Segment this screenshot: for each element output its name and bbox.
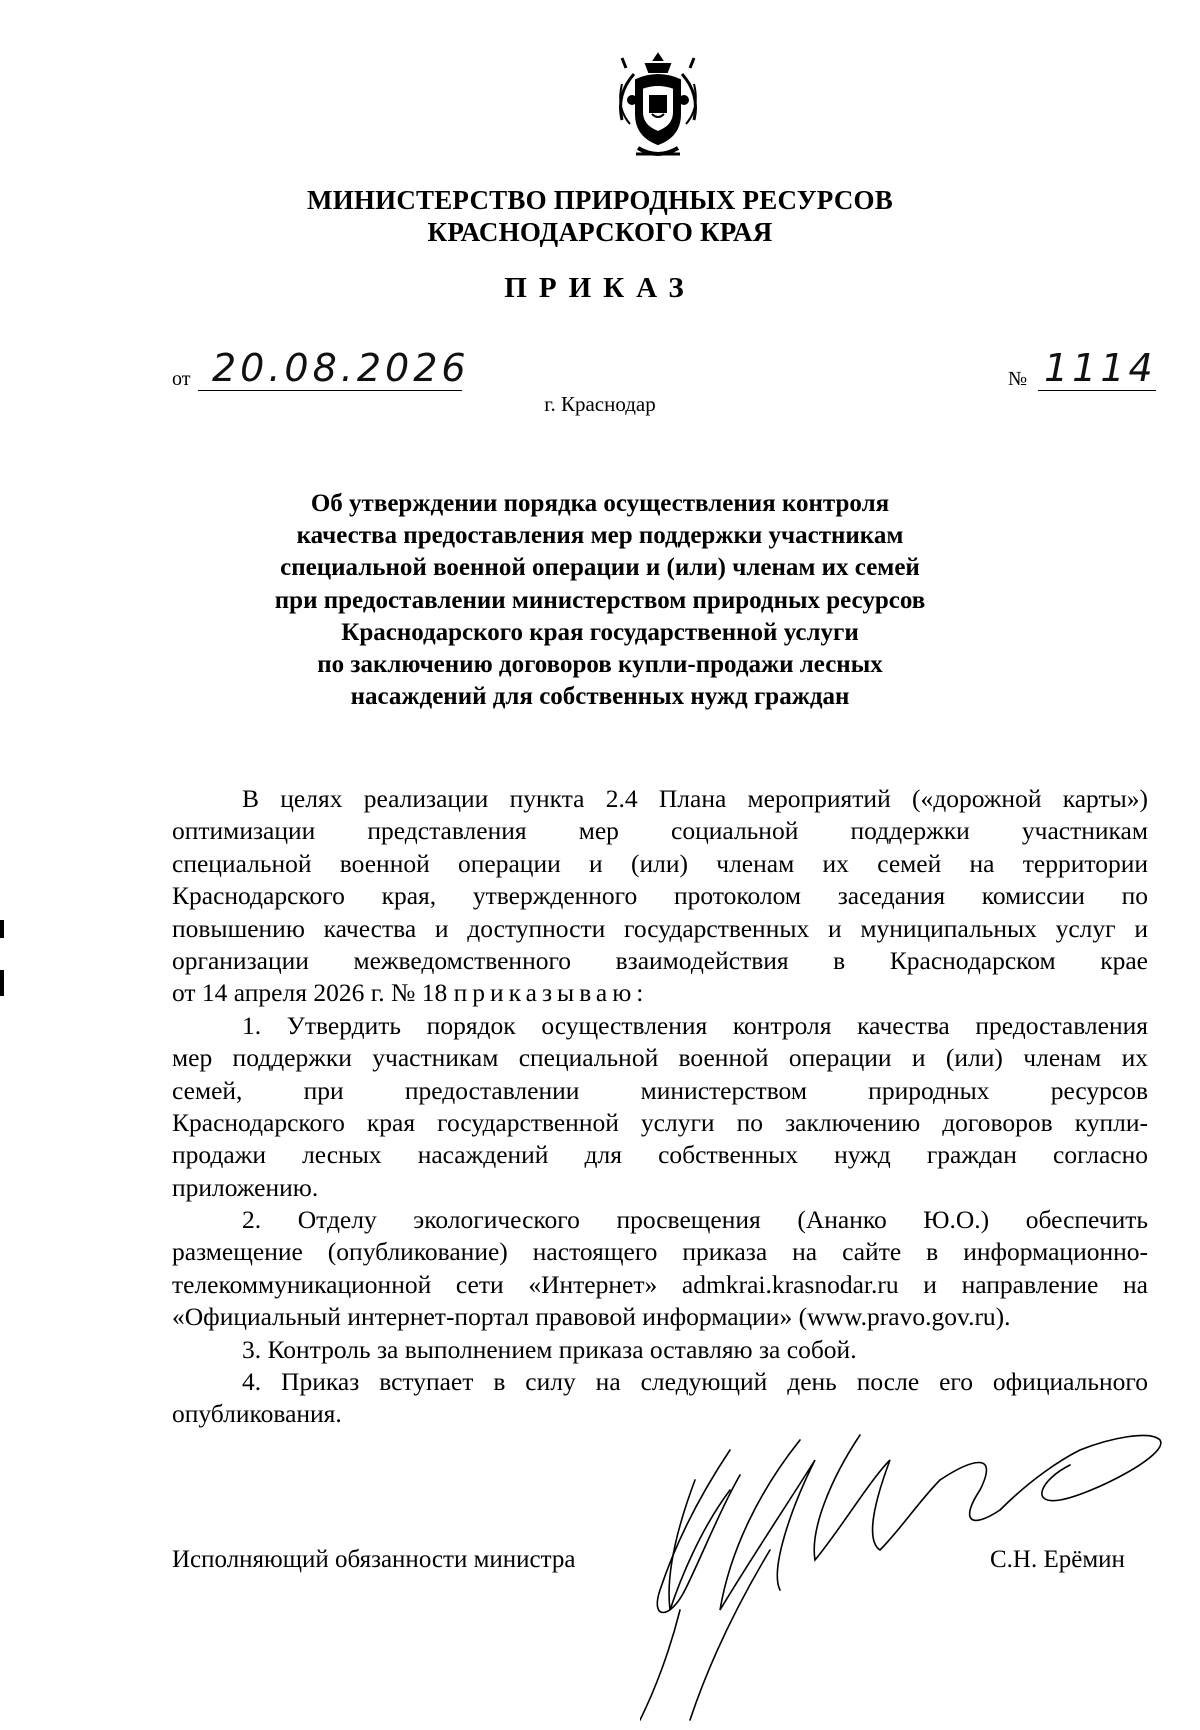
body-line: семей, при предоставлении министерством природных ресурсов: [172, 1075, 1148, 1105]
body-line: Краснодарского края, утвержденного протоколом заседания комиссии по: [172, 881, 1148, 911]
city: г. Краснодар: [544, 392, 656, 416]
body-line: телекоммуникационной сети «Интернет» admkrai.krasnodar.ru и направление на: [172, 1269, 1148, 1299]
number-label: №: [1008, 368, 1028, 390]
title-line: насаждений для собственных нужд граждан: [350, 683, 850, 711]
body-line: опубликования.: [172, 1399, 342, 1429]
body-line: Краснодарского края государственной услуги по заключению договоров купли-: [172, 1107, 1148, 1137]
signatory-position: Исполняющий обязанности министра: [172, 1546, 576, 1573]
title-line: качества предоставления мер поддержки участникам: [296, 522, 904, 550]
body-line: от 14 апреля 2026 г. № 18: [172, 978, 448, 1008]
body-line: «Официальный интернет-портал правовой информации» (www.pravo.gov.ru).: [172, 1302, 1011, 1332]
body-line: продажи лесных насаждений для собственных нужд граждан согласно: [172, 1140, 1148, 1170]
order-verb: приказываю:: [453, 978, 649, 1008]
title-line: при предоставлении министерством природных ресурсов: [274, 586, 926, 614]
krasnodar-coat-of-arms-icon: [612, 50, 704, 162]
body-line: размещение (опубликование) настоящего приказа на сайте в информационно-: [172, 1237, 1148, 1267]
ministry-name-line1: МИНИСТЕРСТВО ПРИРОДНЫХ РЕСУРСОВ: [307, 185, 893, 215]
order-body: [172, 783, 1148, 1431]
date-underline: [198, 390, 462, 391]
body-line: повышению качества и доступности государственных и муниципальных услуг и: [172, 913, 1148, 943]
body-line: оптимизации представления мер социальной поддержки участникам: [172, 816, 1148, 846]
number-underline: [1038, 390, 1156, 391]
scan-margin-mark: [0, 970, 4, 996]
signatory-name: С.Н. Ерёмин: [990, 1546, 1125, 1573]
body-line-with-verb: [172, 977, 1148, 1009]
body-line: организации межведомственного взаимодействия в Краснодарском крае: [172, 945, 1148, 975]
body-line: приложению.: [172, 1172, 319, 1202]
date-label: от: [172, 368, 191, 390]
body-line: 1. Утвердить порядок осуществления контроля качества предоставления: [242, 1010, 1148, 1040]
title-line: по заключению договоров купли-продажи лесных: [317, 651, 883, 679]
body-line: специальной военной операции и (или) членам их семей на территории: [172, 848, 1148, 878]
date-value: 20.08.2026: [212, 346, 470, 390]
body-line: 4. Приказ вступает в силу на следующий день после его официального: [242, 1367, 1148, 1397]
number-value: 1114: [1044, 346, 1157, 390]
body-line: В целях реализации пункта 2.4 Плана мероприятий («дорожной карты»): [242, 784, 1148, 813]
title-line: специальной военной операции и (или) членам их семей: [280, 554, 920, 582]
title-line: Краснодарского края государственной услуги: [341, 618, 859, 646]
body-line: 2. Отделу экологического просвещения (Ананко Ю.О.) обеспечить: [242, 1205, 1148, 1235]
scan-margin-mark: [0, 920, 4, 938]
handwritten-signature: [640, 1420, 1180, 1730]
body-line: мер поддержки участникам специальной военной операции и (или) членам их: [172, 1043, 1148, 1073]
order-title: [0, 488, 1200, 713]
title-line: Об утверждении порядка осуществления контроля: [310, 490, 890, 517]
ministry-name-line2: КРАСНОДАРСКОГО КРАЯ: [427, 217, 773, 247]
document-type: ПРИКАЗ: [504, 272, 696, 304]
body-line: 3. Контроль за выполнением приказа оставляю за собой.: [242, 1334, 857, 1364]
